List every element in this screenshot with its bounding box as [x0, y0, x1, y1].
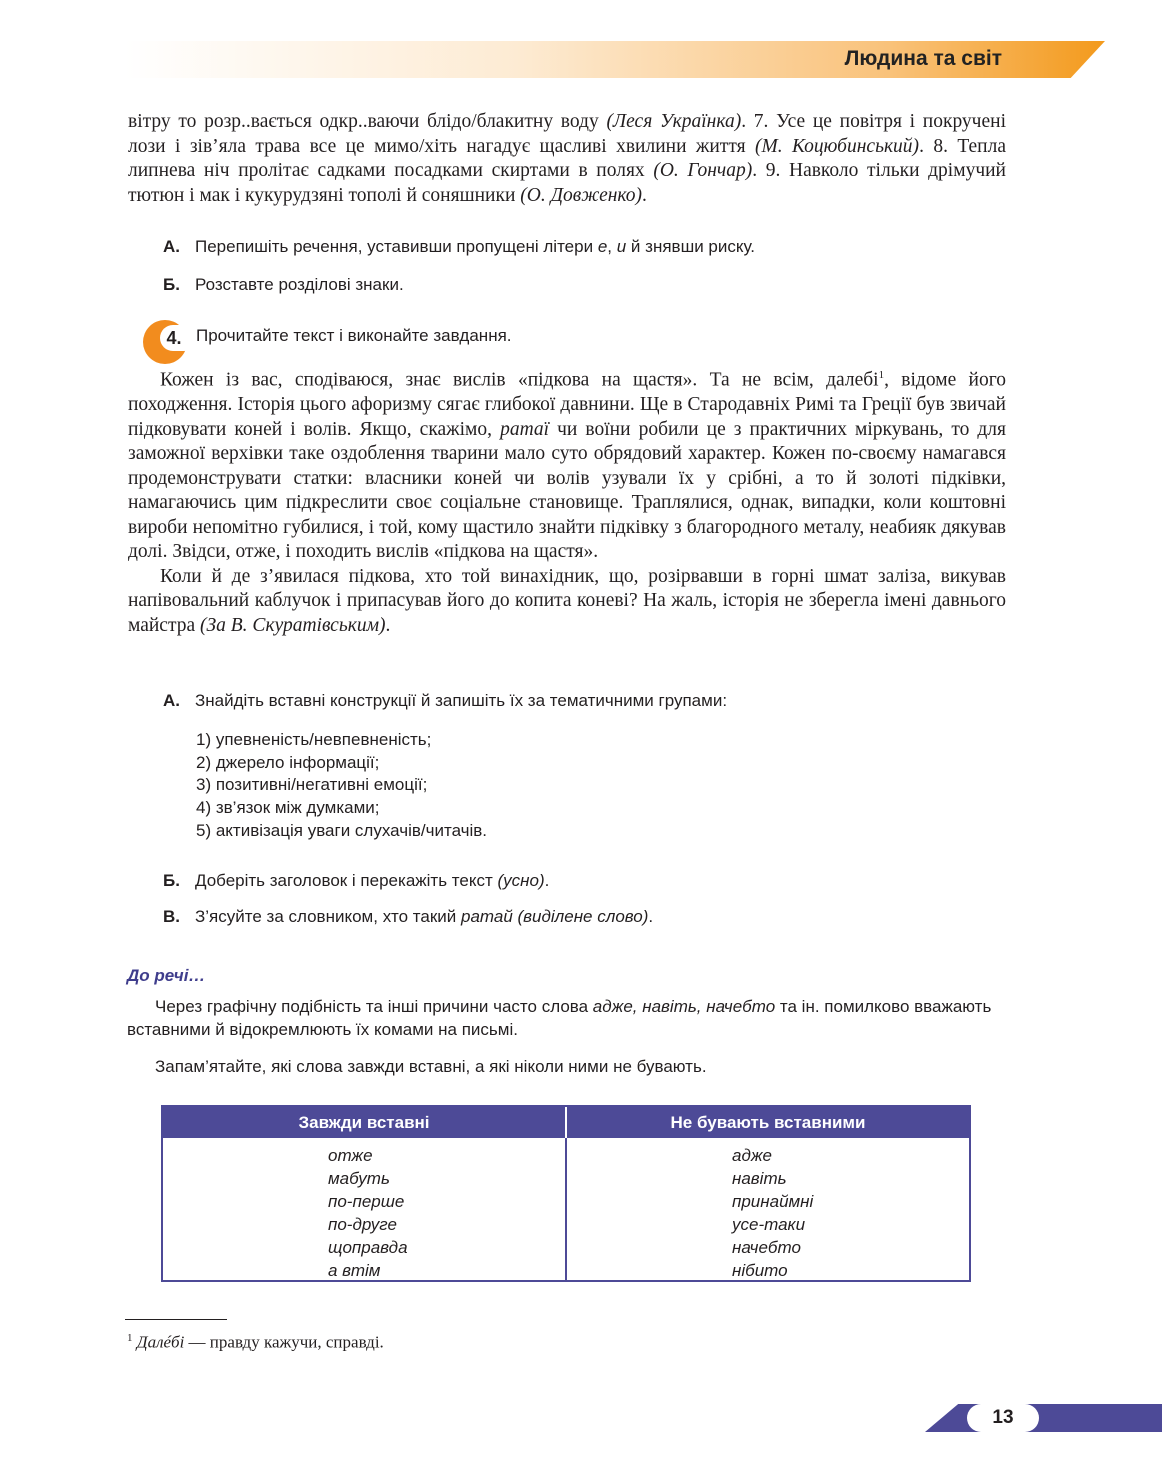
footnote-definition: — правду кажучи, справді. [184, 1332, 384, 1352]
source: (М. Коцюбинський) [754, 135, 920, 157]
source: (За В. Скуратівським) [200, 614, 386, 636]
table-cell: навіть [732, 1169, 787, 1188]
table-cell: усе-таки [732, 1215, 806, 1234]
sentence-text: . 8. Тепла липнева ніч пролітає садками посадками скиртами в полях [128, 135, 1007, 181]
list-item: 3) позитивні/негативні емоції; [196, 775, 428, 795]
table-cell: адже [732, 1146, 773, 1165]
table-cell: начебто [732, 1238, 801, 1257]
footnote-word: Далéбі [136, 1332, 185, 1352]
sentence-text: . 7. Усе це повітря і покручені лози і зів’яла трава все це мимо/хіть нагадує щасливі хвилини життя [128, 111, 1006, 157]
task-letter: А. [163, 691, 180, 710]
highlighted-word: ратаї [500, 418, 550, 440]
table-cell: отже [328, 1146, 373, 1165]
table-cell: по-друге [328, 1215, 397, 1234]
exercise-3-task-a: А. Перепишіть речення, уставивши пропущені літери е, и й знявши риску. [163, 237, 756, 256]
table-cell: мабуть [328, 1169, 390, 1188]
table-header-always: Завжди вставні [163, 1107, 567, 1138]
exercise-4-text [128, 363, 1006, 638]
task-letter: Б. [163, 871, 180, 890]
page-number: 13 [992, 1407, 1014, 1428]
table-cell: щоправда [328, 1238, 408, 1257]
task-letter: Б. [163, 275, 180, 294]
paragraph: Кожен із вас, сподіваюся, знає вислів «підкова на щастя». Та не всім, далебі$^1$, відоме його походження. Історія цього афоризму сягає глибокої давнини. Ще в Стародавніх Римі та Греції був звичай підковувати коней і волів. Якщо, скажімо, ратаї чи воїни робили це з практичних міркувань, то для заможної верхівки таке оздоблення тварини мало суто обрядовий характер. Кожен по-своєму намагався продемонструвати статки: власники коней чи волів узували їх у срібні, а то й золоті підківки, намагаючись цим підкреслити своє соціальне становище. Траплялися, однак, випадки, коли коштовні вироби непомітно губилися, і той, кому щастило знайти підківку з благородного металу, неабияк дякував долі. Звідси, отже, і походить вислів «підкова на щастя». [128, 369, 1006, 562]
list-item: 5) активізація уваги слухачів/читачів. [196, 820, 488, 840]
table-cell: а втім [328, 1261, 381, 1280]
footnote-mark: 1 [127, 1332, 133, 1344]
footnote-divider [125, 1319, 227, 1320]
exercise-4-task-b: Б. Доберіть заголовок і перекажіть текст (усно). [163, 871, 550, 890]
exercise-4-task-v: В. З’ясуйте за словником, хто такий ратай (виділене слово). [163, 907, 654, 926]
exercise-3-sentences: вітру то розр..вається одкр..ваючи блідо/блакитну воду (Леся Українка). 7. Усе це повітря і покручені лози і зів’яла трава все це мимо/хіть нагадує щасливі хвилини життя (М. Коцюбинський). 8. Тепла липнева ніч пролітає садками посадками скиртами в полях (О. Гончар). 9. Навколо тільки дрімучий тютюн і мак і кукурудзяні тополі й соняшники (О. Довженко). [128, 111, 1007, 206]
aside-instruction: Запам’ятайте, які слова завжди вставні, а які ніколи ними не бувають. [155, 1057, 707, 1076]
aside-text: Через графічну подібність та інші причини часто слова адже, навіть, начебто та ін. помилково вважають вставними й відокремлюють їх комами на письмі. [127, 997, 992, 1039]
sentence-text: . 9. Навколо тільки дрімучий тютюн і мак і кукурудзяні тополі й соняшники [128, 160, 1006, 206]
source: (О. Гончар) [653, 160, 753, 181]
source: (Леся Українка) [606, 111, 742, 132]
footnote [127, 1332, 384, 1353]
thematic-groups-list [196, 729, 487, 843]
exercise-number: 4. [160, 325, 188, 351]
footnote-ref: 1 [878, 369, 885, 381]
table-header-row [163, 1107, 969, 1138]
paragraph: Коли й де з’явилася підкова, хто той винахідник, що, розірвавши в горні шмат заліза, викував напівовальний каблучок і припасував його до копита коневі? На жаль, історія не зберегла імені давнього майстра (За В. Скуратівським). [128, 565, 1006, 636]
table-header-never: Не бувають вставними [670, 1113, 866, 1132]
list-item: 2) джерело інформації; [196, 752, 380, 772]
table-cell: по-перше [328, 1192, 405, 1211]
column-never [567, 1138, 969, 1280]
page-number-bar [925, 1404, 1162, 1432]
source: (О. Довженко) [520, 184, 643, 206]
table-cell: нібито [732, 1261, 788, 1280]
section-title: Людина та світ [844, 47, 1002, 70]
list-item: 4) зв’язок між думками; [196, 798, 380, 818]
table-body [163, 1138, 969, 1280]
parenthetical-words-table [161, 1105, 971, 1282]
table-cell: принаймні [732, 1192, 814, 1211]
column-always [163, 1138, 567, 1280]
exercise-4-instruction: Прочитайте текст і виконайте завдання. [196, 326, 512, 345]
task-letter: В. [163, 907, 180, 926]
aside-title: До речі… [127, 966, 206, 985]
task-letter: А. [163, 237, 180, 256]
sentence-text: вітру то розр..вається одкр..ваючи блідо/блакитну воду [128, 111, 607, 132]
list-item: 1) упевненість/невпевненість; [196, 730, 432, 749]
exercise-3-task-b: Б. Розставте розділові знаки. [163, 275, 404, 294]
exercise-4-task-a: А. Знайдіть вставні конструкції й запишіть їх за тематичними групами: [163, 691, 728, 710]
